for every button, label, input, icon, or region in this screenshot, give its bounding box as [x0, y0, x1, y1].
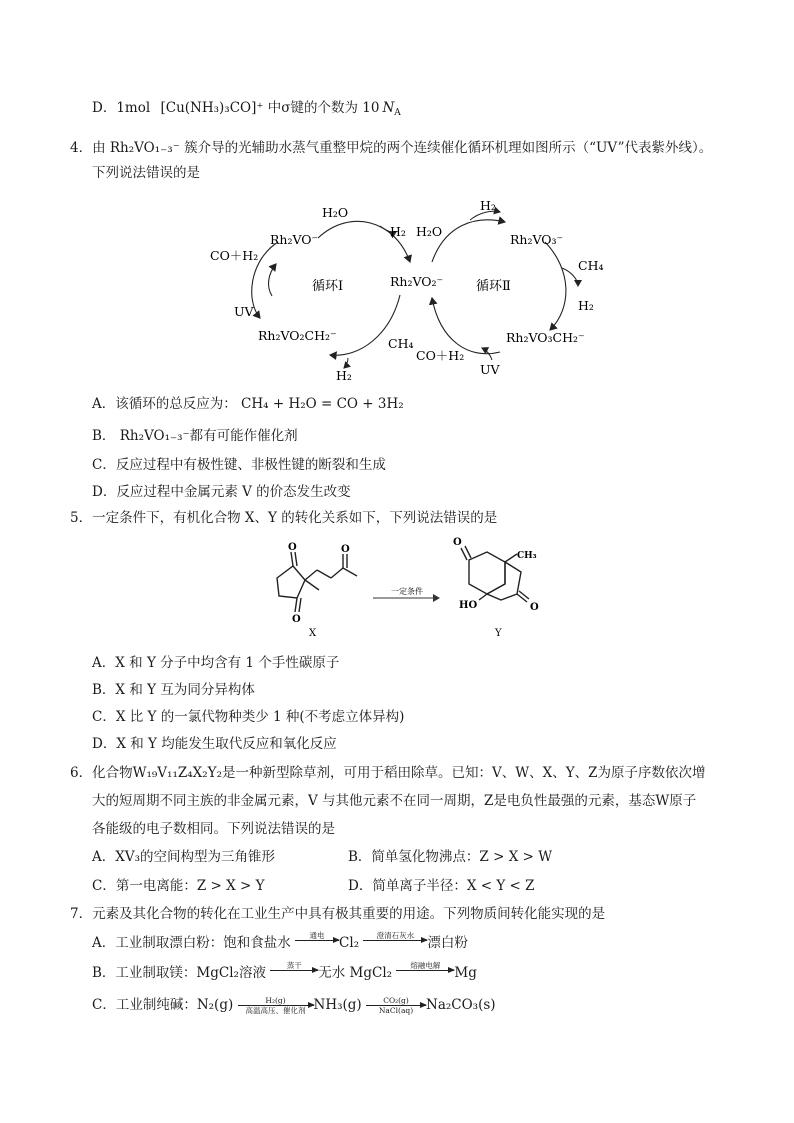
q7-option-c-cond2-bottom: NaCl(aq): [378, 1006, 414, 1015]
q7-option-c-mid: NH₃(g): [313, 997, 362, 1013]
q7-option-b-end: Mg: [454, 965, 477, 981]
q4-co-h2-left: CO＋H₂: [210, 248, 259, 263]
q5-y-o-top: O: [453, 537, 462, 548]
q5-option-a: A．X 和 Y 分子中均含有 1 个手性碳原子: [92, 655, 340, 671]
q5-reaction-scheme: [255, 532, 555, 647]
q4-cycle2-label: 循环Ⅱ: [476, 279, 511, 294]
q4-option-b-species: Rh₂VO₁₋₃⁻: [119, 428, 190, 444]
q4-branch-h2-bottom: [344, 358, 348, 368]
q4-species-rh2vo3ch2: Rh₂VO₃CH₂⁻: [506, 330, 585, 345]
q7-option-a-arrow1: [295, 931, 339, 950]
q6-stem-text: 是一种新型除草剂，可用于稻田除草。已知：V、W、X、Y、Z为原子序数依次增: [222, 765, 706, 781]
q4-stem-line1: [70, 139, 712, 157]
q3-option-d-rest: 中σ键的个数为 10: [267, 100, 380, 116]
q6-option-a-formula: XV₃: [115, 849, 141, 865]
q4-ch4-bottom: CH₄: [388, 336, 414, 351]
q5-label-y: Y: [495, 628, 502, 639]
q4-species-rh2vo2ch2: Rh₂VO₂CH₂⁻: [258, 328, 337, 343]
q6-option-a-rest: 的空间构型为三角锥形: [140, 849, 276, 865]
q4-option-a: [92, 395, 404, 413]
q5-x-o-chain: O: [341, 544, 350, 555]
q7-option-b-arrow2: [396, 961, 454, 980]
q5-option-c: C．X 比 Y 的一氯代物种类少 1 种(不考虑立体异构): [92, 709, 405, 725]
q7-option-b-mid: 无水 MgCl₂: [318, 965, 393, 981]
q7-option-c-cond2-top: CO₂(g): [383, 996, 409, 1005]
q4-option-b-prefix: B．: [92, 428, 116, 444]
q5-x-o-bottom: O: [292, 614, 301, 625]
q5-x-o-top: O: [288, 542, 297, 553]
q5-arrow-condition: 一定条件: [391, 587, 423, 596]
q4-species-rh2vo2: Rh₂VO₂⁻: [390, 274, 444, 289]
q4-cycle2-arc-top: [432, 220, 505, 262]
q7-option-b-cond2: 熔融电解: [410, 961, 441, 970]
q7-option-b: [92, 961, 477, 983]
q4-cycle1-label: 循环Ⅰ: [312, 279, 344, 294]
q4-cluster: Rh₂VO₁₋₃⁻: [109, 140, 180, 156]
q7-option-c-cond1-top: H₂(g): [265, 996, 286, 1005]
q5-option-d: D．X 和 Y 均能发生取代反应和氧化反应: [92, 736, 337, 752]
q6-option-b: B．简单氢化物沸点：Z > X > W: [348, 849, 553, 865]
q7-option-c-arrow1: [238, 996, 314, 1015]
q4-species-rh2vo: Rh₂VO⁻: [270, 232, 319, 247]
q6-formula: W₁₉V₁₁Z₄X₂Y₂: [132, 765, 223, 781]
q5-y-ch3: CH₃: [517, 551, 537, 561]
q7-option-a-arrow2: [363, 931, 427, 950]
q4-stem-text: 簇介导的光辅助水蒸气重整甲烷的两个连续催化循环机理如图所示（“UV”代表紫外线）。: [184, 140, 713, 156]
q7-option-c-cond1-bottom: 高温高压、催化剂: [245, 1006, 306, 1015]
q4-uv-left: UV: [234, 304, 254, 319]
q4-option-a-equation: CH₄ + H₂O = CO + 3H₂: [241, 396, 404, 412]
q4-option-b-rest: 都有可能作催化剂: [189, 428, 298, 444]
q5-y-ho: HO: [459, 600, 478, 611]
q4-h2-bottom: H₂: [336, 368, 352, 383]
q5-option-b: B．X 和 Y 互为同分异构体: [92, 682, 255, 698]
q5-y-o-right: O: [530, 602, 539, 613]
q7-option-a-mid: Cl₂: [339, 935, 360, 951]
q7-option-c-arrow2: [366, 996, 426, 1015]
q7-option-c: [92, 996, 496, 1015]
q4-stem-line2: 下列说法错误的是: [92, 165, 200, 181]
q7-option-a-cond2: 澄清石灰水: [376, 931, 415, 940]
q7-option-a: [92, 931, 468, 953]
q4-option-d: D．反应过程中金属元素 V 的价态发生改变: [92, 484, 351, 500]
q7-option-c-prefix: C．工业制纯碱：N₂(g): [92, 997, 234, 1013]
q4-cycle2-arc-right: [545, 242, 566, 330]
q7-option-b-arrow1: [270, 961, 318, 980]
q6-number: 6．化合物: [70, 765, 133, 781]
q6-stem-line3: 各能级的电子数相同。下列说法错误的是: [92, 821, 335, 837]
q4-option-c: C．反应过程中有极性键、非极性键的断裂和生成: [92, 457, 386, 473]
q7-option-b-cond1: 蒸干: [286, 961, 302, 970]
q5-stem: 5．一定条件下，有机化合物 X、Y 的转化关系如下，下列说法错误的是: [70, 510, 498, 526]
q6-option-c: C．第一电离能：Z > X > Y: [92, 878, 265, 894]
q6-option-d: D．简单离子半径：X < Y < Z: [348, 878, 535, 894]
q3-option-d-complex: [Cu(NH₃)₃CO]⁺: [160, 100, 264, 116]
q3-option-d-unit: N: [382, 100, 395, 116]
q5-label-x: X: [309, 628, 317, 639]
q4-h2o-top-left: H₂O: [322, 205, 349, 220]
q6-stem-line1: [70, 764, 706, 782]
q3-option-d-prefix: D．1mol: [92, 100, 151, 116]
q7-option-a-prefix: A．工业制取漂白粉：饱和食盐水: [92, 935, 291, 951]
q3-option-d-unit-sub: A: [394, 108, 401, 118]
q6-option-a: [92, 848, 275, 866]
q4-cycle2-arc-bottom: [432, 298, 500, 354]
q4-h2o-top-right: H₂O: [416, 224, 443, 239]
q4-option-b: [92, 427, 298, 445]
q4-h2-right: H₂: [578, 298, 594, 313]
q4-ch4-right: CH₄: [578, 258, 604, 273]
q7-option-a-end: 漂白粉: [427, 935, 468, 951]
q7-option-b-prefix: B．工业制取镁：MgCl₂溶液: [92, 965, 266, 981]
q4-catalytic-cycle-diagram: [200, 190, 620, 390]
q6-option-a-prefix: A．: [92, 849, 116, 865]
q4-option-a-prefix: A．该循环的总反应为：: [92, 396, 237, 412]
q3-option-d: [92, 99, 401, 117]
q4-number: 4．由: [70, 140, 106, 156]
q4-species-rh2vo3: Rh₂VO₃⁻: [510, 232, 564, 247]
q4-co-h2-bottom: CO＋H₂: [416, 348, 465, 363]
q4-uv-bottom: UV: [480, 362, 500, 377]
q6-stem-line2: 大的短周期不同主族的非金属元素，V 与其他元素不在同一周期，Z是电负性最强的元素，基态W原子: [92, 793, 697, 809]
q4-h2-top-left: H₂: [390, 224, 406, 239]
q7-stem: 7．元素及其化合物的转化在工业生产中具有极其重要的用途。下列物质间转化能实现的是: [70, 906, 606, 922]
q7-option-a-cond1: 通电: [309, 931, 325, 940]
q4-h2-top-right: H₂: [480, 198, 496, 213]
q4-cycle1-arc-left-up: [269, 264, 276, 296]
q5-molecule-x: [277, 552, 357, 612]
q7-option-c-end: Na₂CO₃(s): [426, 997, 496, 1013]
